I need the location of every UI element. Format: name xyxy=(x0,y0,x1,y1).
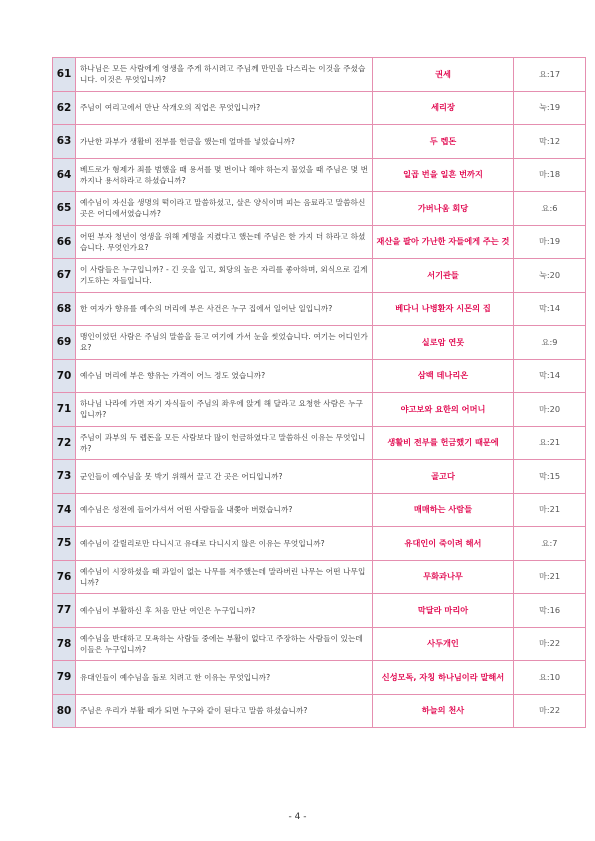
answer-text: 일곱 번을 일흔 번까지 xyxy=(373,158,514,192)
question-text: 유대인들이 예수님을 돌로 치려고 한 이유는 무엇입니까? xyxy=(76,661,373,695)
question-number: 78 xyxy=(53,627,76,661)
scripture-reference: 마:20 xyxy=(514,393,586,427)
question-text: 가난한 과부가 생활비 전부를 헌금을 했는데 얼마를 넣었습니까? xyxy=(76,125,373,159)
question-text: 베드로가 형제가 죄를 범했을 때 용서를 몇 번이나 해야 하는지 물었을 때 주님은 몇 번까지나 용서하라고 하셨습니까? xyxy=(76,158,373,192)
table-row xyxy=(53,393,586,427)
table-row xyxy=(53,661,586,695)
answer-text: 재산을 팔아 가난한 자들에게 주는 것 xyxy=(373,225,514,259)
answer-text: 골고다 xyxy=(373,460,514,494)
answer-text: 하늘의 천사 xyxy=(373,694,514,728)
scripture-reference: 마:21 xyxy=(514,560,586,594)
question-text: 예수님이 부활하신 후 처음 만난 여인은 누구입니까? xyxy=(76,594,373,628)
answer-text: 서기관들 xyxy=(373,259,514,293)
table-row xyxy=(53,225,586,259)
scripture-reference: 요:21 xyxy=(514,426,586,460)
answer-text: 실로암 연못 xyxy=(373,326,514,360)
scripture-reference: 막:12 xyxy=(514,125,586,159)
table-row xyxy=(53,326,586,360)
question-text: 예수님은 성전에 들어가셔서 어떤 사람들을 내쫓아 버렸습니까? xyxy=(76,493,373,527)
table-row xyxy=(53,594,586,628)
question-text: 군인들이 예수님을 못 박기 위해서 끌고 간 곳은 어디입니까? xyxy=(76,460,373,494)
question-number: 69 xyxy=(53,326,76,360)
question-text: 하나님 나라에 가면 자기 자식들이 주님의 좌우에 앉게 해 달라고 요청한 사람은 누구입니까? xyxy=(76,393,373,427)
quiz-table-body xyxy=(53,58,586,728)
scripture-reference: 막:14 xyxy=(514,292,586,326)
question-text: 예수님 머리에 부은 향유는 가격이 어느 정도 였습니까? xyxy=(76,359,373,393)
answer-text: 권세 xyxy=(373,58,514,92)
question-text: 한 여자가 향유를 예수의 머리에 부은 사건은 누구 집에서 일어난 일입니까? xyxy=(76,292,373,326)
question-text: 예수님이 갈릴리로만 다니시고 유대로 다니시지 않은 이유는 무엇입니까? xyxy=(76,527,373,561)
scripture-reference: 마:18 xyxy=(514,158,586,192)
table-row xyxy=(53,460,586,494)
question-number: 73 xyxy=(53,460,76,494)
question-text: 주님이 여리고에서 만난 삭개오의 직업은 무엇입니까? xyxy=(76,91,373,125)
table-row xyxy=(53,560,586,594)
question-text: 하나님은 모든 사람에게 영생을 주게 하시려고 주님께 만민을 다스리는 이것을 주셨습니다. 이것은 무엇입니까? xyxy=(76,58,373,92)
table-row xyxy=(53,694,586,728)
quiz-sheet xyxy=(52,57,567,728)
question-text: 맹인이었던 사람은 주님의 말씀을 듣고 여기에 가서 눈을 씻었습니다. 여기는 어디인가요? xyxy=(76,326,373,360)
question-text: 예수님을 반대하고 모욕하는 사람들 중에는 부활이 없다고 주장하는 사람들이 있는데 이들은 누구입니까? xyxy=(76,627,373,661)
question-text: 주님은 우리가 부활 때가 되면 누구와 같이 된다고 말씀 하셨습니까? xyxy=(76,694,373,728)
question-number: 61 xyxy=(53,58,76,92)
question-number: 75 xyxy=(53,527,76,561)
scripture-reference: 마:22 xyxy=(514,627,586,661)
table-row xyxy=(53,493,586,527)
question-number: 80 xyxy=(53,694,76,728)
question-number: 74 xyxy=(53,493,76,527)
answer-text: 유대인이 죽이려 해서 xyxy=(373,527,514,561)
table-row xyxy=(53,91,586,125)
question-number: 62 xyxy=(53,91,76,125)
table-row xyxy=(53,292,586,326)
table-row xyxy=(53,58,586,92)
question-text: 이 사람들은 누구입니까? - 긴 옷을 입고, 회당의 높은 자리를 좋아하며, 외식으로 길게 기도하는 자들입니다. xyxy=(76,259,373,293)
answer-text: 매매하는 사람들 xyxy=(373,493,514,527)
page-number: - 4 - xyxy=(288,812,307,822)
question-number: 71 xyxy=(53,393,76,427)
answer-text: 가버나움 회당 xyxy=(373,192,514,226)
scripture-reference: 요:6 xyxy=(514,192,586,226)
question-text: 주님이 과부의 두 렙돈을 모든 사람보다 많이 헌금하였다고 말씀하신 이유는 무엇입니까? xyxy=(76,426,373,460)
answer-text: 야고보와 요한의 어머니 xyxy=(373,393,514,427)
question-number: 67 xyxy=(53,259,76,293)
table-row xyxy=(53,527,586,561)
scripture-reference: 마:21 xyxy=(514,493,586,527)
question-number: 64 xyxy=(53,158,76,192)
table-row xyxy=(53,125,586,159)
question-text: 예수님이 자신을 생명의 떡이라고 말씀하셨고, 살은 양식이며 피는 음료라고 말씀하신 곳은 어디에서였습니까? xyxy=(76,192,373,226)
question-number: 70 xyxy=(53,359,76,393)
answer-text: 베다니 나병환자 시몬의 집 xyxy=(373,292,514,326)
quiz-table xyxy=(52,57,586,728)
scripture-reference: 요:7 xyxy=(514,527,586,561)
scripture-reference: 마:22 xyxy=(514,694,586,728)
table-row xyxy=(53,359,586,393)
table-row xyxy=(53,158,586,192)
table-row xyxy=(53,627,586,661)
answer-text: 신성모독, 자칭 하나님이라 말해서 xyxy=(373,661,514,695)
answer-text: 세리장 xyxy=(373,91,514,125)
question-number: 63 xyxy=(53,125,76,159)
scripture-reference: 눅:20 xyxy=(514,259,586,293)
scripture-reference: 요:10 xyxy=(514,661,586,695)
question-text: 예수님이 시장하셨을 때 과일이 없는 나무를 저주했는데 말라버린 나무는 어떤 나무입니까? xyxy=(76,560,373,594)
question-number: 72 xyxy=(53,426,76,460)
answer-text: 삼백 데나리온 xyxy=(373,359,514,393)
question-number: 66 xyxy=(53,225,76,259)
scripture-reference: 눅:19 xyxy=(514,91,586,125)
question-number: 77 xyxy=(53,594,76,628)
answer-text: 생활비 전부를 헌금했기 때문에 xyxy=(373,426,514,460)
question-number: 68 xyxy=(53,292,76,326)
question-number: 76 xyxy=(53,560,76,594)
scripture-reference: 요:17 xyxy=(514,58,586,92)
answer-text: 막달라 마리아 xyxy=(373,594,514,628)
scripture-reference: 막:16 xyxy=(514,594,586,628)
table-row xyxy=(53,426,586,460)
scripture-reference: 막:15 xyxy=(514,460,586,494)
scripture-reference: 막:14 xyxy=(514,359,586,393)
question-number: 79 xyxy=(53,661,76,695)
scripture-reference: 요:9 xyxy=(514,326,586,360)
scripture-reference: 마:19 xyxy=(514,225,586,259)
question-text: 어떤 부자 청년이 영생을 위해 계명을 지켰다고 했는데 주님은 한 가지 더 하라고 하셨습니다. 무엇인가요? xyxy=(76,225,373,259)
answer-text: 사두개인 xyxy=(373,627,514,661)
table-row xyxy=(53,259,586,293)
table-row xyxy=(53,192,586,226)
answer-text: 무화과나무 xyxy=(373,560,514,594)
answer-text: 두 렙돈 xyxy=(373,125,514,159)
question-number: 65 xyxy=(53,192,76,226)
